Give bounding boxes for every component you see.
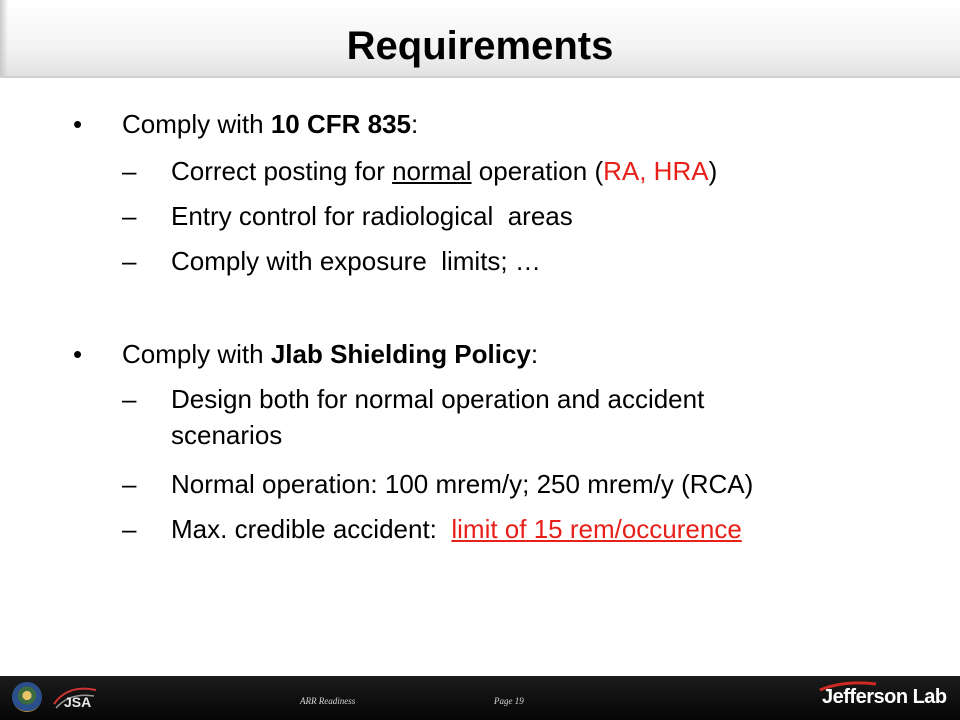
jefferson-lab-logo: Jefferson Lab [822,686,947,708]
footer-page-number: Page 19 [494,696,524,706]
bullet-comply-jlab: Comply with Jlab Shielding Policy: [122,339,539,369]
dash-marker: – [122,201,137,231]
cfr-reference: 10 CFR 835 [270,109,412,139]
subitem-normal-operation: Normal operation: 100 mrem/y; 250 mrem/y (RCA) [171,469,754,499]
ra-hra-text: RA, HRA [603,156,709,186]
accident-limit-link[interactable]: limit of 15 rem/occurence [451,514,742,544]
footer-presentation-label: ARR Readiness [300,696,356,706]
subitem-exposure-limits: Comply with exposure limits; … [171,246,541,276]
subitem-design-line2: scenarios [171,420,283,450]
slide-title: Requirements [346,24,614,68]
bullet-marker: • [73,339,83,369]
jsa-logo [50,680,100,714]
underlined-normal: normal [392,156,472,186]
doe-seal-icon [12,682,42,712]
subitem-max-accident: Max. credible accident: limit of 15 rem/occurence [171,514,742,544]
dash-marker: – [122,246,137,276]
subitem-design-line1: Design both for normal operation and accident [171,384,705,414]
subitem-entry-control: Entry control for radiological areas [171,201,573,231]
bullet-marker: • [73,109,83,139]
dash-marker: – [122,384,137,414]
subitem-correct-posting: Correct posting for normal operation (RA, HRA) [171,156,718,186]
dash-marker: – [122,156,137,186]
dash-marker: – [122,469,137,499]
bullet-comply-cfr: Comply with 10 CFR 835: [122,109,419,139]
footer-bar [0,676,960,720]
jlab-policy-reference: Jlab Shielding Policy [270,339,531,369]
dash-marker: – [122,514,137,544]
svg-text:JSA: JSA [64,694,92,710]
